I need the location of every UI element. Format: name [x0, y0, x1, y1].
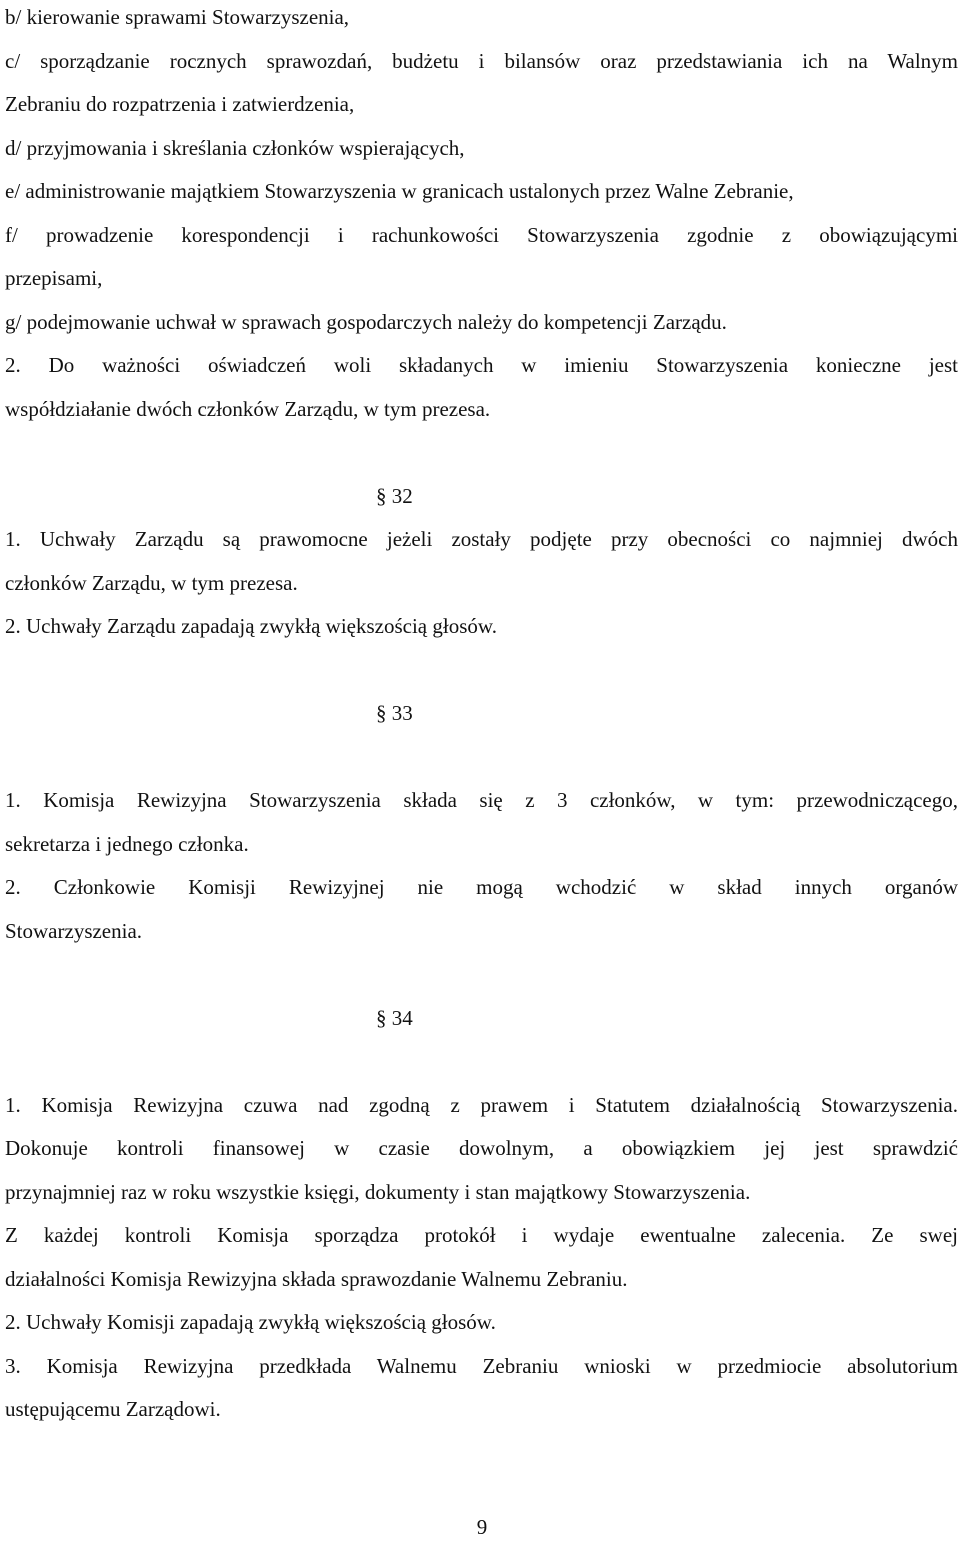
text-line: 2. Uchwały Komisji zapadają zwykłą większością głosów. — [5, 1310, 496, 1334]
text-line: g/ podejmowanie uchwał w sprawach gospodarczych należy do kompetencji Zarządu. — [5, 309, 727, 334]
text-line: członków Zarządu, w tym prezesa. — [5, 570, 298, 595]
text-line: 3. Komisja Rewizyjna przedkłada Walnemu Zebraniu wnioski w przedmiocie absolutorium — [5, 1353, 958, 1378]
text-line: sekretarza i jednego członka. — [5, 831, 249, 856]
text-line: Z każdej kontroli Komisja sporządza protokół i wydaje ewentualne zalecenia. Ze swej — [5, 1223, 958, 1247]
text-line: przepisami, — [5, 266, 103, 290]
text-line: działalności Komisja Rewizyjna składa sprawozdanie Walnemu Zebraniu. — [5, 1266, 628, 1291]
text-line: 2. Członkowie Komisji Rewizyjnej nie mogą wchodzić w skład innych organów — [5, 875, 958, 899]
text-line: przynajmniej raz w roku wszystkie księgi, dokumenty i stan majątkowy Stowarzyszenia. — [5, 1179, 751, 1204]
text-line: współdziałanie dwóch członków Zarządu, w tym prezesa. — [5, 396, 491, 421]
text-line: Dokonuje kontroli finansowej w czasie dowolnym, a obowiązkiem jej jest sprawdzić — [5, 1136, 958, 1160]
text-line: f/ prowadzenie korespondencji i rachunkowości Stowarzyszenia zgodnie z obowiązującymi — [5, 222, 958, 247]
text-line: ustępującemu Zarządowi. — [5, 1397, 221, 1421]
section-heading-32: § 32 — [376, 483, 413, 508]
text-line: 2. Uchwały Zarządu zapadają zwykłą większością głosów. — [5, 614, 497, 638]
text-line: e/ administrowanie majątkiem Stowarzyszenia w granicach ustalonych przez Walne Zebranie, — [5, 179, 794, 203]
text-line: 1. Komisja Rewizyjna Stowarzyszenia składa się z 3 członków, w tym: przewodniczącego, — [5, 788, 958, 812]
text-line: Stowarzyszenia. — [5, 918, 143, 943]
text-line: d/ przyjmowania i skreślania członków wspierających, — [5, 135, 465, 160]
text-line: 2. Do ważności oświadczeń woli składanych w imieniu Stowarzyszenia konieczne jest — [5, 353, 958, 377]
text-line: 1. Komisja Rewizyjna czuwa nad zgodną z prawem i Statutem działalnością Stowarzyszenia. — [5, 1092, 958, 1117]
text-line: Zebraniu do rozpatrzenia i zatwierdzenia, — [5, 92, 355, 116]
page-number: 9 — [476, 1515, 488, 1539]
document-page — [5, 0, 958, 1432]
text-line: 1. Uchwały Zarządu są prawomocne jeżeli zostały podjęte przy obecności co najmniej dwóch — [5, 527, 958, 551]
section-heading-33: § 33 — [376, 701, 413, 725]
text-line: c/ sporządzanie rocznych sprawozdań, budżetu i bilansów oraz przedstawiania ich na Walnym — [5, 48, 958, 73]
text-line: b/ kierowanie sprawami Stowarzyszenia, — [5, 5, 350, 29]
section-heading-34: § 34 — [376, 1005, 413, 1030]
